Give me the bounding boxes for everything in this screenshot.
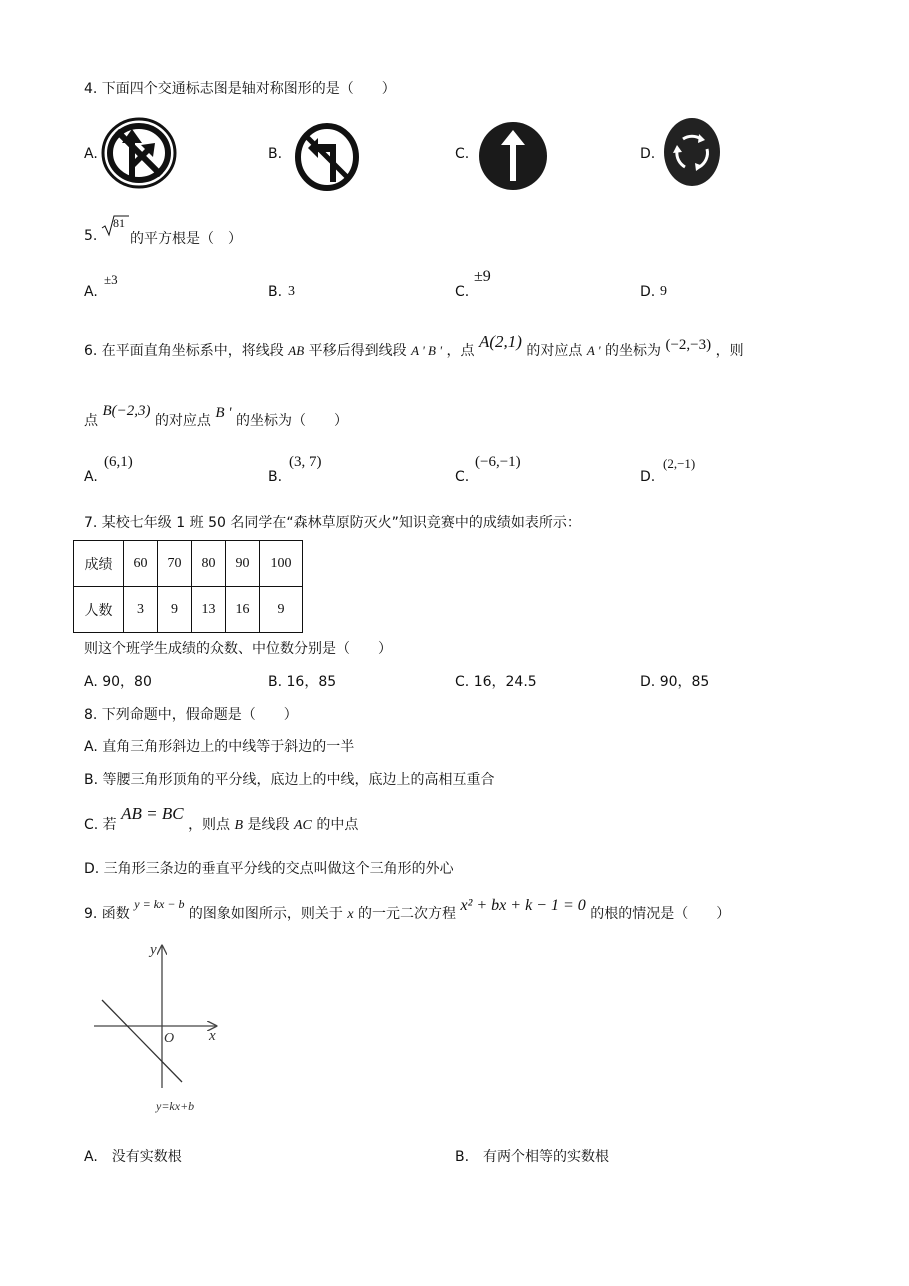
q6-text-8: 的对应点 <box>154 413 211 429</box>
q6-text-6: ，则 <box>715 343 744 359</box>
q6-coord-a2: (−2,−3) <box>665 337 712 353</box>
q5-stem: 的平方根是（ ） <box>130 231 242 247</box>
table-cell: 80 <box>192 541 226 587</box>
q5-option-d-value: 9 <box>660 284 667 299</box>
table-cell: 90 <box>226 541 260 587</box>
q5-number: 5. <box>84 228 98 244</box>
table-cell: 9 <box>158 587 192 633</box>
q7-question: 则这个班学生成绩的众数、中位数分别是（ ） <box>84 641 392 657</box>
q6-point-a: A(2,1) <box>478 332 522 351</box>
table-cell: 9 <box>260 587 303 633</box>
q7-option-b: B. 16，85 <box>268 674 337 690</box>
q9-text-1: 9. 函数 <box>84 906 130 922</box>
table-cell: 人数 <box>74 587 124 633</box>
q4-option-d-label: D. <box>640 146 656 162</box>
q4-option-c-label: C. <box>455 146 470 162</box>
q8-c-text-2: ，则点 <box>188 817 231 833</box>
q6-option-a-value: (6,1) <box>104 454 133 470</box>
q5-option-d-label: D. <box>640 284 656 300</box>
q6-option-b-value: (3, 7) <box>289 454 322 470</box>
q5-option-b-label: B. <box>268 284 283 300</box>
q8-c-segment-ac: AC <box>293 818 312 833</box>
score-table <box>73 540 303 633</box>
q6-text-2: 平移后得到线段 <box>308 343 407 359</box>
table-cell: 3 <box>124 587 158 633</box>
origin-label: O <box>164 1031 175 1046</box>
no-left-turn-sign-icon <box>294 122 360 192</box>
table-cell: 60 <box>124 541 158 587</box>
q4-option-a-label: A. <box>84 146 98 162</box>
q6-option-d-label: D. <box>640 469 656 485</box>
table-row <box>74 541 303 587</box>
q6-segment-a2b2: A ' B ' <box>411 343 443 358</box>
q5-option-b-value: 3 <box>288 284 295 299</box>
table-cell: 100 <box>260 541 303 587</box>
q5-option-c-label: C. <box>455 284 470 300</box>
q6-option-d-value: (2,−1) <box>663 456 696 471</box>
q7-stem: 7. 某校七年级 1 班 50 名同学在“森林草原防灭火”知识竞赛中的成绩如表所示： <box>84 515 581 531</box>
y-axis-label: y <box>150 942 157 958</box>
q7-option-d: D. 90，85 <box>640 674 710 690</box>
q6-option-c-label: C. <box>455 469 470 485</box>
q8-c-text-1: C. 若 <box>84 817 117 833</box>
q4-stem: 4. 下面四个交通标志图是轴对称图形的是（ ） <box>84 81 396 97</box>
no-straight-or-right-turn-sign-icon <box>101 117 177 189</box>
q8-c-equation: AB = BC <box>121 804 184 823</box>
q6-text-5: 的坐标为 <box>605 343 662 359</box>
q8-c-point-b: B <box>234 818 244 833</box>
table-cell: 70 <box>158 541 192 587</box>
q9-function-graph <box>88 936 238 1118</box>
q9-text-4: 的根的情况是（ ） <box>590 906 731 922</box>
q8-option-b: B. 等腰三角形顶角的平分线，底边上的中线，底边上的高相互重合 <box>84 772 495 788</box>
q6-option-b-label: B. <box>268 469 283 485</box>
q9-text-3: 的一元二次方程 <box>358 906 457 922</box>
roundabout-sign-icon <box>663 117 721 187</box>
q9-option-b: B. 有两个相等的实数根 <box>455 1149 610 1165</box>
q6-point-a2: A ' <box>586 343 601 358</box>
q8-option-a: A. 直角三角形斜边上的中线等于斜边的一半 <box>84 739 355 755</box>
q4-option-b-label: B. <box>268 146 283 162</box>
q6-point-b2: B ' <box>215 405 232 421</box>
q6-line1 <box>84 332 744 360</box>
q6-text-3: ，点 <box>446 343 475 359</box>
table-cell: 16 <box>226 587 260 633</box>
q8-c-text-3: 是线段 <box>247 817 290 833</box>
q8-c-text-4: 的中点 <box>316 817 359 833</box>
go-straight-sign-icon <box>478 121 548 191</box>
q5-option-c-value: ±9 <box>474 268 491 285</box>
q8-option-d: D. 三角形三条边的垂直平分线的交点叫做这个三角形的外心 <box>84 861 454 877</box>
q9-text-2: 的图象如图所示，则关于 <box>188 906 343 922</box>
q6-text-9: 的坐标为（ ） <box>235 413 348 429</box>
q5-option-a-value: ±3 <box>104 272 118 287</box>
q6-text-7: 点 <box>84 413 98 429</box>
x-axis-label: x <box>209 1028 216 1044</box>
table-row <box>74 587 303 633</box>
q7-option-a: A. 90，80 <box>84 674 152 690</box>
table-cell: 成绩 <box>74 541 124 587</box>
q7-option-c: C. 16，24.5 <box>455 674 537 690</box>
q6-segment-ab: AB <box>288 343 305 358</box>
table-cell: 13 <box>192 587 226 633</box>
q9-variable-x: x <box>347 907 354 922</box>
q8-stem: 8. 下列命题中，假命题是（ ） <box>84 707 298 723</box>
q6-option-a-label: A. <box>84 469 98 485</box>
q9-function: y = kx − b <box>134 897 185 911</box>
q9-equation: x² + bx + k − 1 = 0 <box>460 897 586 914</box>
q5-radicand: 81 <box>113 216 125 230</box>
q9-option-a: A. 没有实数根 <box>84 1149 182 1165</box>
q5-option-a-label: A. <box>84 284 98 300</box>
line-label: y=kx+b <box>156 1099 195 1113</box>
q9-stem <box>84 897 731 923</box>
q6-option-c-value: (−6,−1) <box>475 454 521 470</box>
q6-line2 <box>84 403 348 430</box>
q8-option-c <box>84 804 359 834</box>
q6-point-b: B(−2,3) <box>102 403 151 419</box>
q6-text-1: 6. 在平面直角坐标系中，将线段 <box>84 343 284 359</box>
q6-text-4: 的对应点 <box>526 343 583 359</box>
